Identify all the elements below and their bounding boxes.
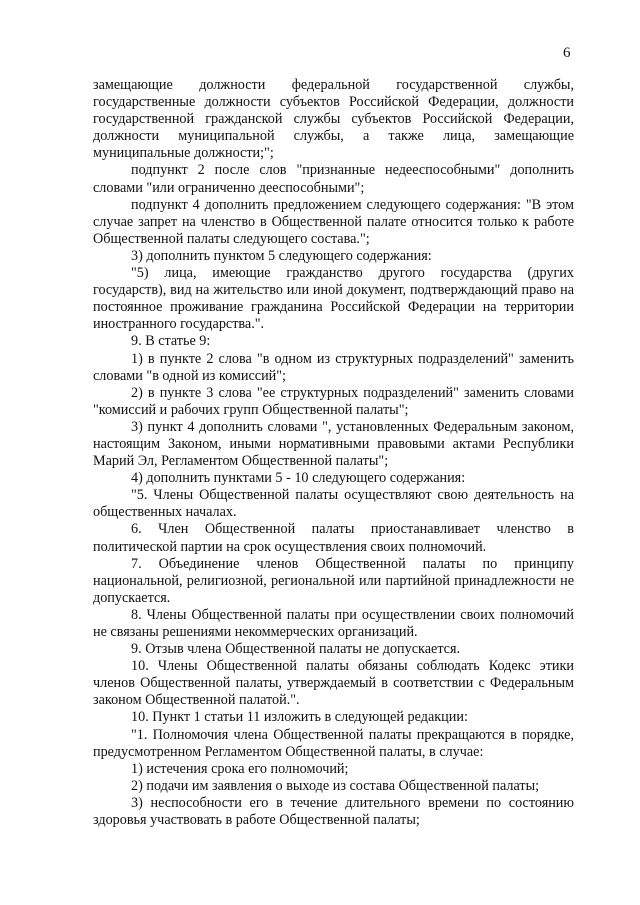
paragraph: 8. Члены Общественной палаты при осуществлении своих полномочий не связаны решениями некоммерческих организаций. xyxy=(93,606,574,640)
paragraph: 2) в пункте 3 слова "ее структурных подразделений" заменить словами "комиссий и рабочих групп Общественной палаты"; xyxy=(93,384,574,418)
paragraph: 9. В статье 9: xyxy=(131,333,211,350)
paragraph: 10. Пункт 1 статьи 11 изложить в следующей редакции: xyxy=(131,709,468,726)
paragraph: 3) пункт 4 дополнить словами ", установленных Федеральным законом, настоящим Законом, иными нормативными правовыми актами Республики Марий Эл, Регламентом Общественной палаты"; xyxy=(93,418,574,470)
paragraph: 1) в пункте 2 слова "в одном из структурных подразделений" заменить словами "в одной из комиссий"; xyxy=(93,350,574,384)
page-number: 6 xyxy=(563,45,571,61)
paragraph: 3) неспособности его в течение длительного времени по состоянию здоровья участвовать в работе Общественной палаты; xyxy=(93,794,574,829)
paragraph: 2) подачи им заявления о выходе из состава Общественной палаты; xyxy=(131,777,540,794)
paragraph: 3) дополнить пунктом 5 следующего содержания: xyxy=(131,247,432,264)
document-body xyxy=(93,77,574,829)
paragraph: 4) дополнить пунктами 5 - 10 следующего содержания: xyxy=(131,470,466,487)
paragraph: "1. Полномочия члена Общественной палаты прекращаются в порядке, предусмотренном Регламентом Общественной палаты, в случае: xyxy=(93,726,574,760)
paragraph: "5) лица, имеющие гражданство другого государства (других государств), вид на жительство или иной документ, подтверждающий право на постоянное проживание гражданина Российской Федерации на территории иностранного государства.". xyxy=(93,265,574,333)
paragraph: замещающие должности федеральной государственной службы, государственные должности субъектов Российской Федерации, должности государственной гражданской службы субъектов Российской Федерации, должности муниципальной службы, а также лица, замещающие муниципальные должности;"; xyxy=(93,77,574,162)
paragraph: подпункт 2 после слов "признанные недееспособными" дополнить словами "или ограниченно дееспособными"; xyxy=(93,162,574,196)
paragraph: 1) истечения срока его полномочий; xyxy=(131,760,349,777)
paragraph: 10. Члены Общественной палаты обязаны соблюдать Кодекс этики членов Общественной палаты, утверждаемый в соответствии с Федеральным законом Общественной палатой.". xyxy=(93,658,574,709)
paragraph: подпункт 4 дополнить предложением следующего содержания: "В этом случае запрет на членство в Общественной палате относится только к работе Общественной палаты следующего состава."; xyxy=(93,196,574,247)
paragraph: "5. Члены Общественной палаты осуществляют свою деятельность на общественных началах. xyxy=(93,487,574,521)
paragraph: 6. Член Общественной палаты приостанавливает членство в политической партии на срок осуществления своих полномочий. xyxy=(93,521,574,555)
paragraph: 9. Отзыв члена Общественной палаты не допускается. xyxy=(131,641,461,658)
paragraph: 7. Объединение членов Общественной палаты по принципу национальной, религиозной, региональной или партийной принадлежности не допускается. xyxy=(93,555,574,606)
